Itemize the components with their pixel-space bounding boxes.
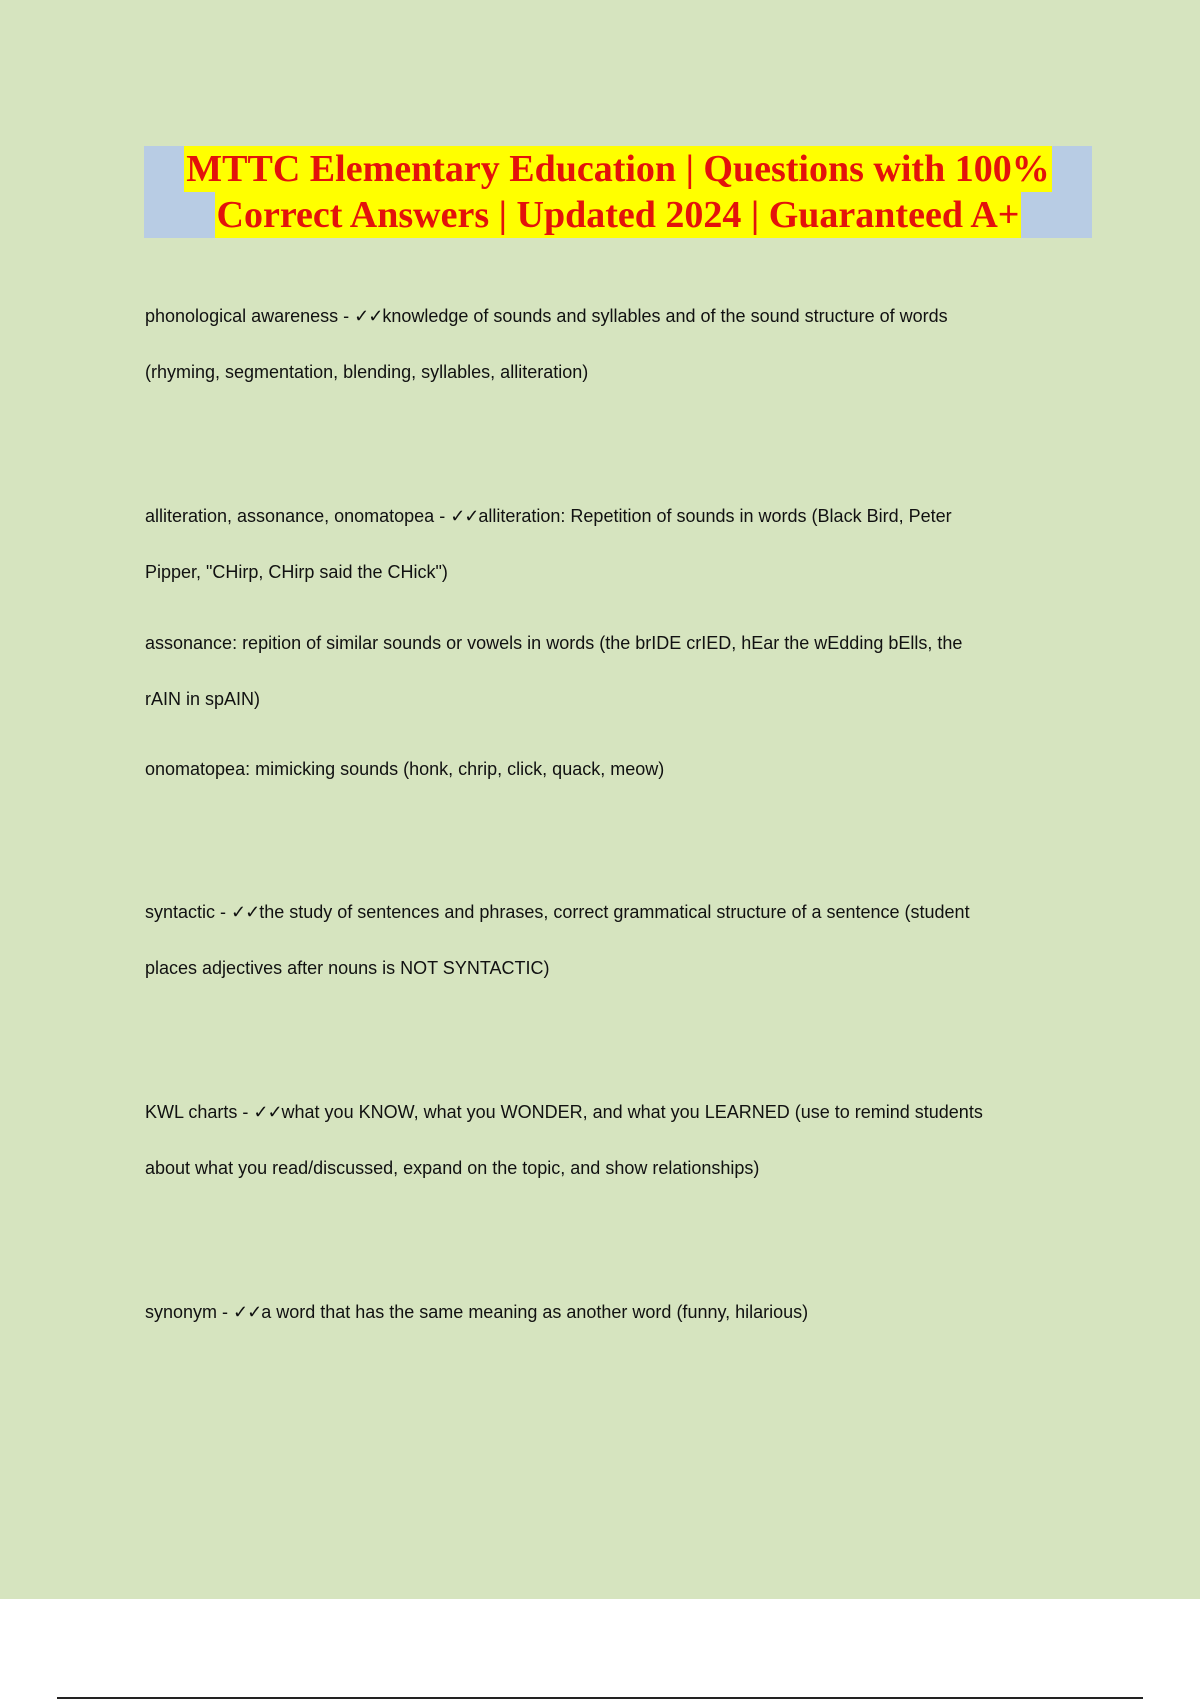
entry-onomatopea-detail (145, 741, 1095, 797)
entry-line (145, 488, 1095, 544)
entry-line (145, 1284, 1095, 1340)
entry-term: synonym - (145, 1302, 234, 1322)
entry-line: places adjectives after nouns is NOT SYNTACTIC) (145, 958, 550, 978)
entry-line (145, 884, 1095, 940)
entry-definition: alliteration: Repetition of sounds in words (Black Bird, Peter (478, 506, 952, 526)
entry-definition: what you KNOW, what you WONDER, and what you LEARNED (use to remind students (281, 1102, 983, 1122)
entry-line: assonance: repition of similar sounds or vowels in words (the brIDE crIED, hEar the wEdding bElls, the (145, 633, 963, 653)
entry-synonym (145, 1284, 1095, 1340)
entry-definition: a word that has the same meaning as another word (funny, hilarious) (261, 1302, 809, 1322)
entry-line: rAIN in spAIN) (145, 689, 261, 709)
check-icon: ✓✓ (450, 506, 479, 526)
check-icon: ✓✓ (354, 306, 383, 326)
check-icon: ✓✓ (253, 1102, 282, 1122)
entry-line: Pipper, "CHirp, CHirp said the CHick") (145, 562, 448, 582)
entry-definition: knowledge of sounds and syllables and of the sound structure of words (382, 306, 948, 326)
entry-line: (rhyming, segmentation, blending, syllables, alliteration) (145, 362, 589, 382)
entry-term: KWL charts - (145, 1102, 254, 1122)
entry-assonance-detail (145, 615, 1095, 727)
entry-definition: the study of sentences and phrases, correct grammatical structure of a sentence (student (259, 902, 970, 922)
entry-alliteration-assonance-onomatopea (145, 488, 1095, 600)
check-icon: ✓✓ (233, 1302, 262, 1322)
entry-line: onomatopea: mimicking sounds (honk, chrip, click, quack, meow) (145, 759, 665, 779)
title-line-1: MTTC Elementary Education | Questions with 100% (186, 148, 1050, 190)
entry-phonological-awareness (145, 288, 1095, 400)
entry-line (145, 1084, 1095, 1140)
entry-term: phonological awareness - (145, 306, 355, 326)
check-icon: ✓✓ (231, 902, 260, 922)
entry-line (145, 288, 1095, 344)
entry-term: syntactic - (145, 902, 232, 922)
entry-syntactic (145, 884, 1095, 996)
document-title (144, 146, 1092, 238)
entry-kwl-charts (145, 1084, 1095, 1196)
entry-line: about what you read/discussed, expand on the topic, and show relationships) (145, 1158, 760, 1178)
footer-divider (57, 1697, 1143, 1699)
entry-term: alliteration, assonance, onomatopea - (145, 506, 451, 526)
title-line-2: Correct Answers | Updated 2024 | Guaranteed A+ (216, 194, 1020, 236)
